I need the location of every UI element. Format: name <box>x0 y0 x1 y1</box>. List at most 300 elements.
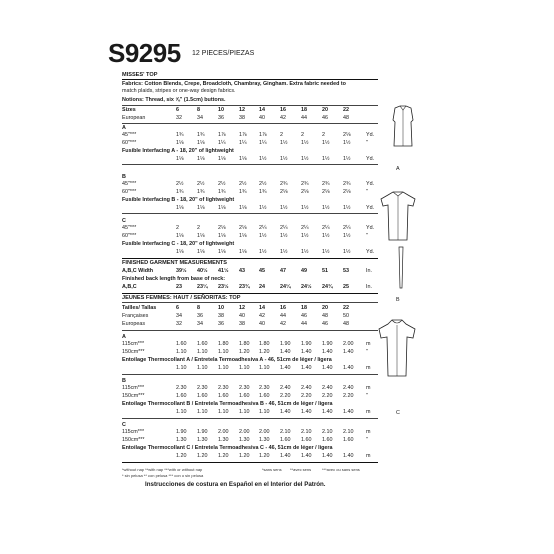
table-cell: 2⅛ <box>343 132 351 138</box>
table-cell: 2.40 <box>322 385 333 391</box>
section-title-jeunes-femmes: JEUNES FEMMES: HAUT / SEÑORITAS: TOP <box>122 295 241 301</box>
table-row <box>122 341 378 348</box>
row-label: 60"*** <box>122 140 137 146</box>
table-cell: 1½ <box>280 156 288 162</box>
table-cell: 24¾ <box>322 284 333 290</box>
unit-label: " <box>366 349 368 355</box>
row-label: A,B,C Width <box>122 268 154 274</box>
table-cell: 34 <box>176 313 182 319</box>
table-cell: 38 <box>239 321 245 327</box>
table-cell: 1½ <box>301 233 309 239</box>
table-cell: 1.40 <box>343 409 354 415</box>
table-cell: 1.10 <box>239 409 250 415</box>
table-cell: 1.90 <box>280 341 291 347</box>
table-cell: 24½ <box>301 284 312 290</box>
table-cell: 40½ <box>197 268 208 274</box>
table-cell: 32 <box>176 321 182 327</box>
table-cell: 1⅛ <box>218 156 226 162</box>
table-cell: 1⅛ <box>218 205 226 211</box>
row-label: A,B,C <box>122 284 137 290</box>
table-cell: 48 <box>343 321 349 327</box>
table-cell: 1.30 <box>239 437 250 443</box>
table-cell: 23¾ <box>239 284 250 290</box>
unit-label: Yd. <box>366 205 375 211</box>
spanish-instructions-note: Instrucciones de costura en Español en el Interior del Patrón. <box>145 481 326 488</box>
divider <box>122 462 378 463</box>
table-cell: 40 <box>259 321 265 327</box>
table-cell: 1½ <box>301 205 309 211</box>
table-cell: 1.60 <box>322 437 333 443</box>
table-cell: 2½ <box>259 181 267 187</box>
table-cell: 1.40 <box>301 365 312 371</box>
divider <box>122 123 378 124</box>
table-cell: 2⅛ <box>322 189 330 195</box>
table-cell: 1.20 <box>176 453 187 459</box>
unit-label: Yd. <box>366 181 375 187</box>
table-cell: 2⅛ <box>218 225 226 231</box>
table-row <box>122 205 378 212</box>
unit-label: " <box>366 189 368 195</box>
table-row <box>122 453 378 460</box>
table-row <box>122 409 378 416</box>
table-cell: 14 <box>259 305 265 311</box>
table-cell: 43 <box>239 268 245 274</box>
view-b-back-illustration <box>378 190 418 242</box>
table-cell: 1.30 <box>197 437 208 443</box>
table-cell: 16 <box>280 305 286 311</box>
table-cell: 1.20 <box>218 453 229 459</box>
table-cell: 1½ <box>259 249 267 255</box>
table-cell: 1.60 <box>197 341 208 347</box>
table-cell: 20 <box>322 305 328 311</box>
table-cell: 2.10 <box>280 429 291 435</box>
table-cell: 2.40 <box>280 385 291 391</box>
divider <box>122 418 378 419</box>
view-label: A <box>122 334 126 340</box>
fabrics-text-2: match plaids, stripes or one-way design fabrics. <box>122 88 236 94</box>
table-cell: 2.10 <box>301 429 312 435</box>
table-cell: 1.10 <box>218 349 229 355</box>
table-cell: 44 <box>280 313 286 319</box>
table-cell: 1⅛ <box>176 249 184 255</box>
table-cell: 23 <box>176 284 182 290</box>
table-cell: 1.20 <box>197 453 208 459</box>
table-cell: 1.40 <box>280 365 291 371</box>
table-cell: 18 <box>301 107 307 113</box>
divider <box>122 105 378 106</box>
table-cell: 1.10 <box>218 365 229 371</box>
table-cell: 46 <box>322 115 328 121</box>
table-cell: 2.00 <box>259 429 270 435</box>
table-cell: 40 <box>239 313 245 319</box>
table-cell: 1.90 <box>301 341 312 347</box>
table-cell: 2.40 <box>301 385 312 391</box>
row-label: 60"*** <box>122 189 137 195</box>
table-row <box>122 249 378 256</box>
table-cell: 12 <box>239 107 245 113</box>
table-row <box>122 115 378 122</box>
table-cell: 34 <box>197 321 203 327</box>
view-a-back-illustration <box>386 104 420 148</box>
table-cell: 2.00 <box>343 341 354 347</box>
divider <box>122 374 378 375</box>
table-cell: 1⅛ <box>176 156 184 162</box>
table-cell: 1.10 <box>259 409 270 415</box>
table-cell: 2.30 <box>197 385 208 391</box>
table-cell: 1.40 <box>280 453 291 459</box>
fabrics-text: Fabrics: Cotton Blends, Crepe, Broadcloth, Chambray, Gingham. Extra fabric needed to <box>122 81 346 87</box>
view-label: C <box>122 422 126 428</box>
table-cell: 1.20 <box>239 453 250 459</box>
table-cell: 2¾ <box>301 181 309 187</box>
table-cell: 2 <box>176 225 179 231</box>
table-cell: 1.60 <box>239 393 250 399</box>
table-cell: 2.30 <box>239 385 250 391</box>
fusible-label: Fusible Interfacing C - 18, 20" of lightweight <box>122 241 235 247</box>
table-cell: 32 <box>176 115 182 121</box>
table-cell: 20 <box>322 107 328 113</box>
table-cell: 1⅞ <box>239 132 247 138</box>
table-row <box>122 140 378 147</box>
table-cell: 1.40 <box>280 409 291 415</box>
table-row <box>122 268 378 275</box>
table-cell: 1.90 <box>176 429 187 435</box>
row-label: 45"*** <box>122 181 137 187</box>
table-cell: 2½ <box>176 181 184 187</box>
table-row <box>122 429 378 436</box>
table-cell: 46 <box>322 321 328 327</box>
table-cell: 25 <box>343 284 349 290</box>
table-cell: 1.40 <box>322 349 333 355</box>
table-cell: 1½ <box>322 140 330 146</box>
table-cell: 1¾ <box>259 189 267 195</box>
fusible-label: Entoilage Thermocollant B / Entretela Termoadhesiva B - 46, 51cm de léger / ligera <box>122 401 333 407</box>
table-cell: 1¾ <box>176 189 184 195</box>
table-row <box>122 321 378 328</box>
unit-label: " <box>366 233 368 239</box>
table-cell: 1½ <box>343 156 351 162</box>
table-cell: 2½ <box>239 181 247 187</box>
table-cell: 46 <box>301 313 307 319</box>
footnote-fr-1: *sans sens <box>262 467 282 472</box>
table-row <box>122 385 378 392</box>
table-cell: 2.10 <box>343 429 354 435</box>
table-cell: 36 <box>218 115 224 121</box>
table-cell: 1⅛ <box>218 233 226 239</box>
unit-label: m <box>366 453 371 459</box>
table-cell: 24 <box>259 284 265 290</box>
table-cell: 2.00 <box>218 429 229 435</box>
table-cell: 2.20 <box>280 393 291 399</box>
table-cell: 1.40 <box>322 365 333 371</box>
section-title-misses-top: MISSES' TOP <box>122 72 158 78</box>
table-cell: 1.10 <box>176 365 187 371</box>
table-cell: 2¾ <box>280 181 288 187</box>
table-cell: 1.40 <box>343 453 354 459</box>
table-cell: 2.30 <box>259 385 270 391</box>
row-label: 45"*** <box>122 132 137 138</box>
table-row <box>122 181 378 188</box>
table-cell: 8 <box>197 305 200 311</box>
table-cell: 1⅛ <box>197 205 205 211</box>
table-cell: 1⅛ <box>239 205 247 211</box>
view-label: B <box>122 378 126 384</box>
table-cell: 2¾ <box>322 181 330 187</box>
divider <box>122 213 378 214</box>
divider <box>122 258 378 259</box>
table-cell: 6 <box>176 305 179 311</box>
table-row <box>122 365 378 372</box>
fusible-label: Fusible Interfacing A - 18, 20" of lightweight <box>122 148 234 154</box>
table-cell: 1.10 <box>197 349 208 355</box>
table-cell: 23½ <box>218 284 229 290</box>
table-cell: 1¾ <box>197 189 205 195</box>
table-cell: 2.10 <box>322 429 333 435</box>
table-cell: 36 <box>218 321 224 327</box>
table-cell: 1¾ <box>197 132 205 138</box>
table-cell: 1.80 <box>239 341 250 347</box>
table-cell: 1½ <box>280 233 288 239</box>
row-label: 150cm*** <box>122 349 145 355</box>
unit-label: " <box>366 437 368 443</box>
table-cell: 1.10 <box>176 409 187 415</box>
row-label: Sizes <box>122 107 136 113</box>
table-cell: 1½ <box>301 156 309 162</box>
table-row <box>122 225 378 232</box>
table-cell: 22 <box>343 107 349 113</box>
table-cell: 1½ <box>322 156 330 162</box>
table-cell: 1.90 <box>322 341 333 347</box>
table-cell: 12 <box>239 305 245 311</box>
table-cell: 53 <box>343 268 349 274</box>
view-c-label: C <box>396 410 400 416</box>
table-cell: 1½ <box>280 140 288 146</box>
table-cell: 16 <box>280 107 286 113</box>
table-row <box>122 233 378 240</box>
table-cell: 2 <box>301 132 304 138</box>
finished-measurements-title: FINISHED GARMENT MEASUREMENTS <box>122 260 228 266</box>
table-cell: 39½ <box>176 268 187 274</box>
table-cell: 1¾ <box>239 189 247 195</box>
footnote-fr-3: ***avec ou sans sens <box>322 467 360 472</box>
table-cell: 1½ <box>280 205 288 211</box>
table-cell: 8 <box>197 107 200 113</box>
table-cell: 10 <box>218 305 224 311</box>
table-cell: 1.10 <box>259 365 270 371</box>
table-row <box>122 107 378 114</box>
table-row <box>122 437 378 444</box>
table-cell: 34 <box>197 115 203 121</box>
unit-label: m <box>366 409 371 415</box>
view-label: B <box>122 174 126 180</box>
table-cell: 1½ <box>259 156 267 162</box>
footnote-es: * sin pelusa ** con pelusa *** con o sin pelusa <box>122 473 204 478</box>
table-cell: 1.60 <box>280 437 291 443</box>
table-row <box>122 393 378 400</box>
table-cell: 2⅛ <box>280 189 288 195</box>
table-cell: 1.60 <box>218 393 229 399</box>
fusible-label: Entoilage Thermocollant A / Entretela Termoadhesiva A - 46, 51cm de léger / ligera <box>122 357 332 363</box>
table-cell: 1½ <box>343 249 351 255</box>
table-row <box>122 305 378 312</box>
footnote-fr-2: **avec sens <box>290 467 312 472</box>
table-cell: 1.40 <box>280 349 291 355</box>
table-cell: 42 <box>280 321 286 327</box>
table-cell: 1¾ <box>176 132 184 138</box>
table-cell: 38 <box>218 313 224 319</box>
table-cell: 1½ <box>343 140 351 146</box>
unit-label: m <box>366 341 371 347</box>
table-cell: 1.40 <box>343 365 354 371</box>
view-label: A <box>122 125 126 131</box>
table-cell: 2⅛ <box>343 189 351 195</box>
table-cell: 6 <box>176 107 179 113</box>
notions-text: Notions: Thread, six ⅝" (1.5cm) buttons. <box>122 97 226 103</box>
table-cell: 2 <box>197 225 200 231</box>
table-cell: 1¾ <box>218 189 226 195</box>
table-cell: 2.00 <box>239 429 250 435</box>
table-cell: 2½ <box>218 181 226 187</box>
table-cell: 2.40 <box>343 385 354 391</box>
table-cell: 1.40 <box>343 349 354 355</box>
pattern-code: S9295 <box>108 38 181 68</box>
table-cell: 1.10 <box>239 365 250 371</box>
table-cell: 1.30 <box>176 437 187 443</box>
table-row <box>122 349 378 356</box>
table-cell: 40 <box>259 115 265 121</box>
table-cell: 2 <box>280 132 283 138</box>
table-cell: 2½ <box>197 181 205 187</box>
table-cell: 36 <box>197 313 203 319</box>
divider <box>122 293 378 294</box>
table-cell: 1.80 <box>218 341 229 347</box>
footnote-en: *without nap **with nap ***with or without nap <box>122 467 203 472</box>
table-cell: 1½ <box>280 249 288 255</box>
table-cell: 1.40 <box>322 409 333 415</box>
divider <box>122 164 378 165</box>
table-cell: 2¼ <box>280 225 288 231</box>
unit-label: m <box>366 429 371 435</box>
table-cell: 2.30 <box>176 385 187 391</box>
table-cell: 1⅛ <box>218 249 226 255</box>
unit-label: Yd. <box>366 132 375 138</box>
table-cell: 24¼ <box>280 284 291 290</box>
table-cell: 42 <box>280 115 286 121</box>
table-cell: 1.40 <box>301 349 312 355</box>
table-cell: 1.60 <box>176 393 187 399</box>
table-cell: 1.30 <box>218 437 229 443</box>
table-cell: 1.60 <box>197 393 208 399</box>
table-cell: 1½ <box>343 205 351 211</box>
table-row <box>122 156 378 163</box>
unit-label: m <box>366 385 371 391</box>
table-cell: 1.80 <box>259 341 270 347</box>
table-cell: 1¼ <box>239 140 247 146</box>
pieces-count: 12 PIECES/PIEZAS <box>192 50 255 57</box>
table-cell: 1⅛ <box>239 233 247 239</box>
table-cell: 1½ <box>322 205 330 211</box>
table-cell: 18 <box>301 305 307 311</box>
table-cell: 44 <box>301 321 307 327</box>
table-cell: 10 <box>218 107 224 113</box>
table-cell: 1⅛ <box>239 156 247 162</box>
row-label: 150cm*** <box>122 437 145 443</box>
table-cell: 1.40 <box>301 453 312 459</box>
back-length-label: Finished back length from base of neck: <box>122 276 226 282</box>
table-cell: 1.10 <box>218 409 229 415</box>
table-cell: 2.20 <box>343 393 354 399</box>
table-cell: 1.90 <box>197 429 208 435</box>
table-cell: 1.40 <box>301 409 312 415</box>
row-label: Françaises <box>122 313 149 319</box>
table-cell: 48 <box>343 115 349 121</box>
table-cell: 1⅛ <box>176 140 184 146</box>
table-cell: 48 <box>322 313 328 319</box>
divider <box>122 302 378 303</box>
table-cell: 1.60 <box>343 437 354 443</box>
table-cell: 1⅞ <box>259 132 267 138</box>
table-cell: 42 <box>259 313 265 319</box>
table-cell: 41½ <box>218 268 229 274</box>
table-cell: 2 <box>322 132 325 138</box>
table-cell: 50 <box>343 313 349 319</box>
divider <box>122 79 378 80</box>
view-c-back-illustration <box>376 318 418 380</box>
table-cell: 23¼ <box>197 284 208 290</box>
unit-label: In. <box>366 284 372 290</box>
row-label: Tailles/ Tallas <box>122 305 157 311</box>
fusible-label: Entoilage Thermocollant C / Entretela Termoadhesiva C - 46, 51cm de léger / ligera <box>122 445 333 451</box>
table-cell: 1¼ <box>218 140 226 146</box>
table-cell: 1⅛ <box>197 156 205 162</box>
row-label: European <box>122 115 146 121</box>
table-cell: 45 <box>259 268 265 274</box>
table-row <box>122 284 378 291</box>
table-cell: 1½ <box>301 140 309 146</box>
table-cell: 1⅞ <box>218 132 226 138</box>
table-cell: 1.10 <box>197 409 208 415</box>
row-label: 150cm*** <box>122 393 145 399</box>
row-label: 45"*** <box>122 225 137 231</box>
row-label: 60"*** <box>122 233 137 239</box>
table-cell: 1⅛ <box>197 249 205 255</box>
table-cell: 44 <box>301 115 307 121</box>
table-cell: 1¼ <box>259 140 267 146</box>
unit-label: In. <box>366 268 372 274</box>
table-cell: 2.20 <box>301 393 312 399</box>
table-row <box>122 189 378 196</box>
table-cell: 1⅛ <box>197 233 205 239</box>
view-label: C <box>122 218 126 224</box>
table-cell: 1½ <box>343 233 351 239</box>
table-cell: 1½ <box>259 233 267 239</box>
table-cell: 2¼ <box>322 225 330 231</box>
table-cell: 1.10 <box>176 349 187 355</box>
table-cell: 2.20 <box>322 393 333 399</box>
table-cell: 1⅛ <box>176 233 184 239</box>
unit-label: Yd. <box>366 249 375 255</box>
table-cell: 1.20 <box>259 349 270 355</box>
table-cell: 1½ <box>301 249 309 255</box>
row-label: 115cm*** <box>122 429 145 435</box>
table-row <box>122 132 378 139</box>
table-cell: 1.20 <box>259 453 270 459</box>
table-cell: 1½ <box>259 205 267 211</box>
table-cell: 22 <box>343 305 349 311</box>
unit-label: m <box>366 365 371 371</box>
table-cell: 1.40 <box>322 453 333 459</box>
table-row <box>122 313 378 320</box>
